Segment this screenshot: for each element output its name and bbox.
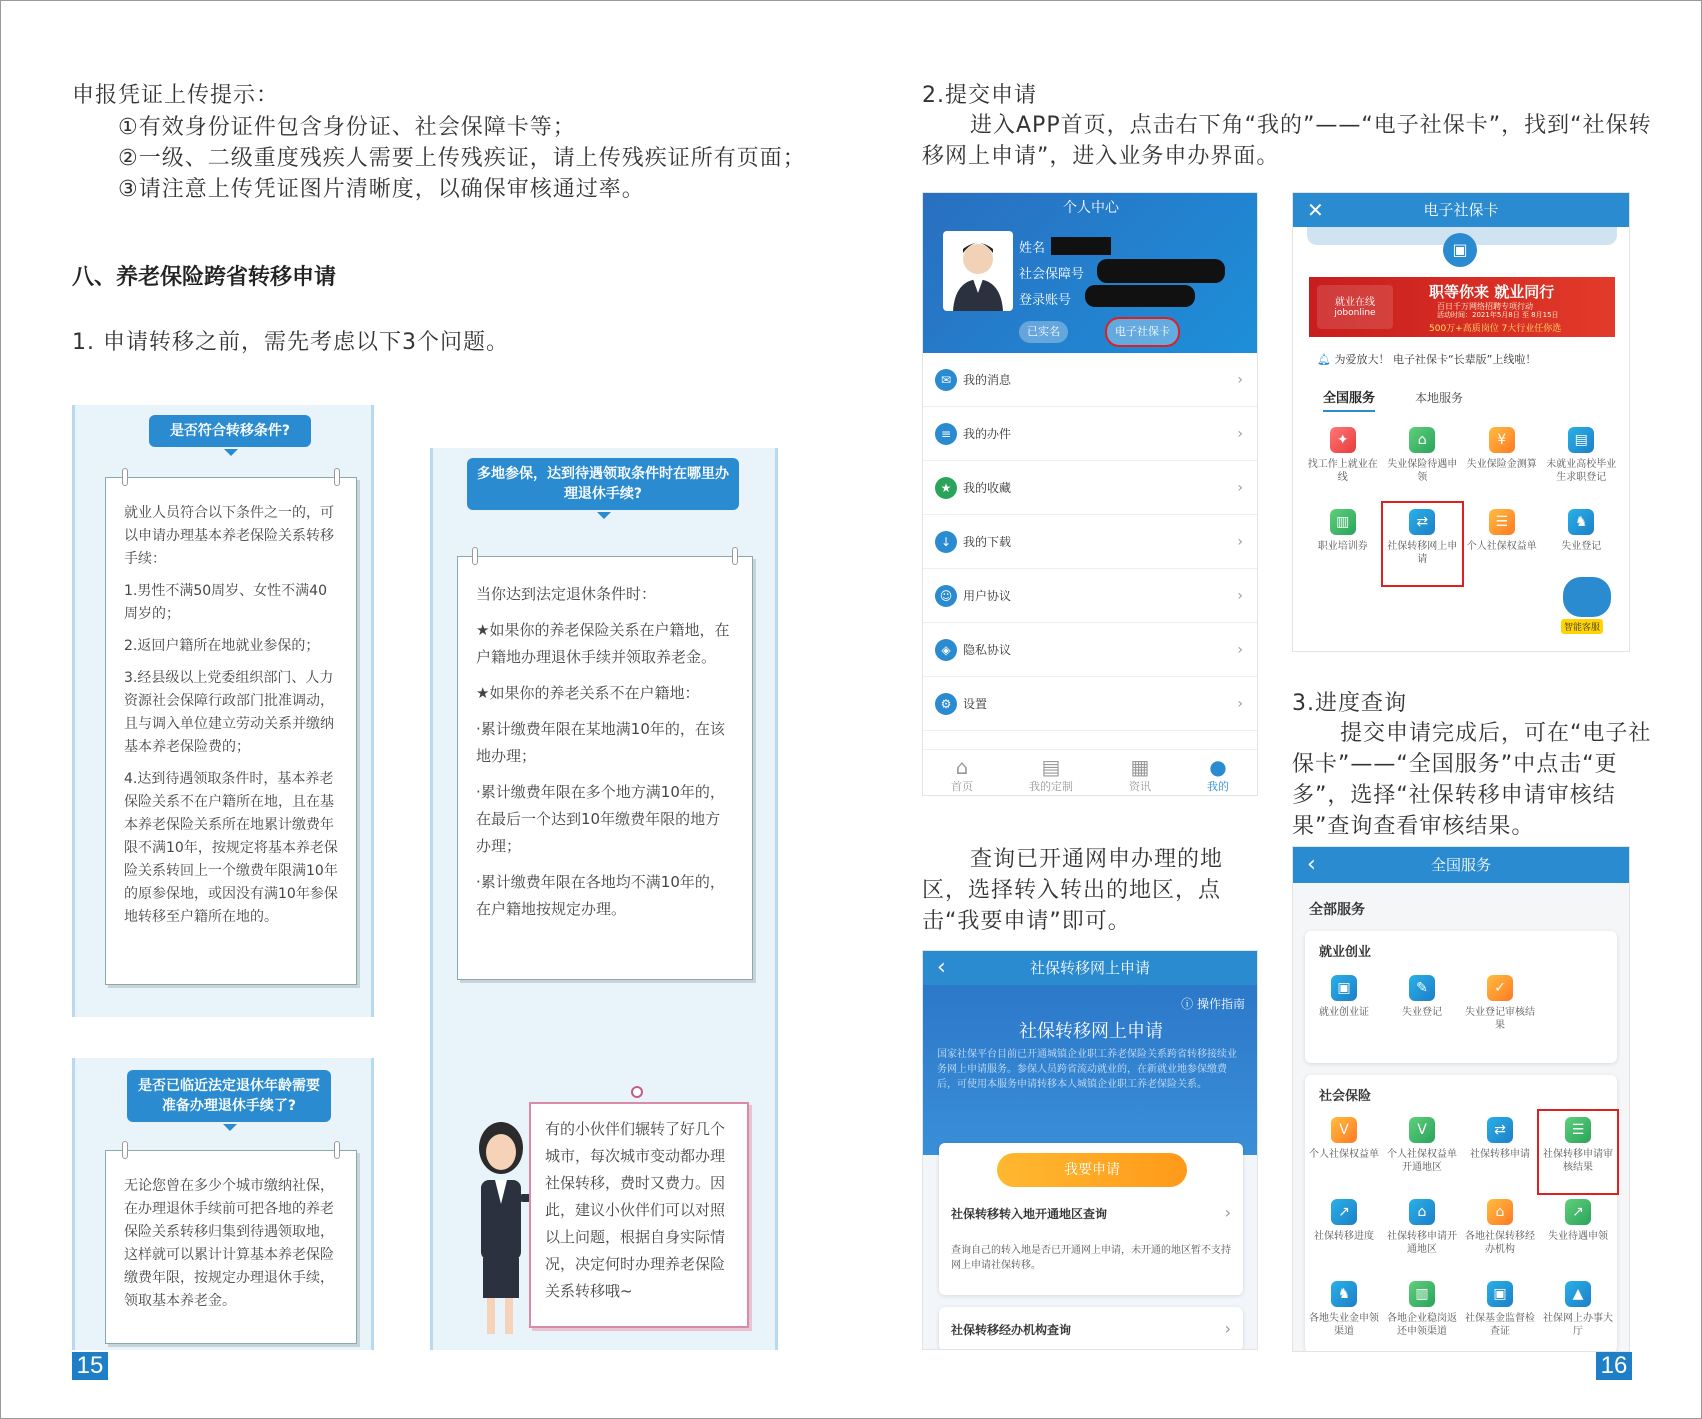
service-rights-regions[interactable]	[1383, 1111, 1461, 1193]
service-unemployment-benefit[interactable]	[1539, 1193, 1617, 1275]
menu-item-tasks[interactable]	[923, 407, 1257, 461]
ecard-screen	[1292, 192, 1630, 652]
menu-label: 我的下载	[963, 535, 1012, 549]
shield-icon: ◈	[935, 639, 957, 661]
progress-icon: ↗	[1331, 1199, 1357, 1225]
q1-para-4: 3.经县级以上党委组织部门、人力资源社会保障行政部门批准调动，且与调入单位建立劳动关系并缴纳基本养老保险费的；	[124, 670, 334, 755]
page-number-right: 16	[1596, 1352, 1632, 1380]
service-label: 找工作上就业在线	[1307, 459, 1378, 483]
q2-para-6: ·累计缴费年限在各地均不满10年的，在户籍地按规定办理。	[476, 873, 725, 918]
pin-icon	[334, 1141, 340, 1159]
step2-body: 进入APP首页，点击右下角“我的”——“电子社保卡”，找到“社保转移网上申请”，进入业务申办界面。	[922, 113, 1652, 169]
certificate-icon: ▣	[1331, 975, 1357, 1001]
service-label: 未就业高校毕业生求职登记	[1546, 459, 1617, 483]
statement-icon: ☰	[1489, 509, 1515, 535]
step3-body: 提交申请完成后，可在“电子社保卡”——“全国服务”中点击“更多”，选择“社保转移申请审核结果”查询查看审核结果。	[1292, 721, 1652, 839]
recruitment-banner[interactable]	[1309, 277, 1615, 337]
message-icon: ✉	[935, 369, 957, 391]
note-card-3	[105, 1150, 357, 1344]
chevron-right-icon: ›	[1237, 425, 1243, 442]
question-panel-3	[72, 1058, 374, 1350]
pin-icon	[732, 547, 738, 565]
group-employment-title: 就业创业	[1319, 945, 1372, 960]
service-find-job[interactable]	[1303, 421, 1383, 503]
service-label: 社保转移申请开通地区	[1387, 1231, 1457, 1255]
hall-icon: ▲	[1565, 1281, 1591, 1307]
ecard-header	[1293, 193, 1629, 227]
ssn-label: 社会保障号	[1019, 267, 1085, 282]
q2-para-3: ★如果你的养老关系不在户籍地：	[476, 684, 700, 702]
robot-label[interactable]: 智能客服	[1561, 619, 1603, 634]
back-icon[interactable]: ‹	[937, 955, 946, 980]
hanger-icon	[631, 1086, 643, 1098]
q2-para-5: ·累计缴费年限在多个地方满10年的，在最后一个达到10年缴费年限的地方办理；	[476, 783, 725, 855]
download-icon: ↓	[935, 531, 957, 553]
guide-label: 操作指南	[1196, 997, 1245, 1011]
service-training-voucher[interactable]	[1303, 503, 1383, 585]
question-bubble-1: 是否符合转移条件?	[149, 415, 311, 447]
service-label: 个人社保权益单	[1466, 541, 1537, 552]
menu-item-privacy[interactable]	[923, 623, 1257, 677]
house-icon: ⌂	[1409, 427, 1435, 453]
transfer-hero	[923, 985, 1257, 1155]
service-label: 职业培训券	[1317, 541, 1368, 552]
upload-tip-1: ①有效身份证件包含身份证、社会保障卡等；	[118, 115, 576, 140]
tab-label: 我的	[1207, 780, 1229, 793]
calculator-icon: ¥	[1489, 427, 1515, 453]
service-label: 社保转移网上申请	[1387, 541, 1458, 565]
chevron-right-icon: ›	[1224, 1203, 1231, 1222]
service-label: 社保转移申请审核结果	[1543, 1149, 1613, 1173]
redaction-bar	[1051, 237, 1111, 255]
result-icon: ✓	[1487, 975, 1513, 1001]
tip-card-text: 有的小伙伴们辗转了好几个城市，每次城市变动都办理社保转移，费时又费力。因此，建议小伙伴们可以对照以上问题，根据自身实际情况，决定何时办理养老保险关系转移哦~	[545, 1120, 726, 1300]
apply-card	[939, 1143, 1243, 1295]
tab-label: 首页	[951, 780, 973, 793]
user-icon: ☺	[935, 585, 957, 607]
menu-label: 我的收藏	[963, 481, 1012, 495]
tab-label: 资讯	[1129, 780, 1151, 793]
person-run-icon: ♞	[1331, 1281, 1357, 1307]
upload-tip-2: ②一级、二级重度残疾人需要上传残疾证，请上传残疾证所有页面；	[118, 146, 806, 171]
jobonline-logo	[1317, 285, 1393, 329]
ecard-title: 电子社保卡	[1423, 201, 1499, 219]
q1-para-3: 2.返回户籍所在地就业参保的；	[124, 638, 320, 654]
service-label: 各地社保转移经办机构	[1465, 1231, 1535, 1255]
q2-para-2: ★如果你的养老保险关系在户籍地，在户籍地办理退休手续并领取养老金。	[476, 621, 730, 666]
chevron-right-icon: ›	[1237, 479, 1243, 496]
sub-title: 1. 申请转移之前，需先考虑以下3个问题。	[72, 330, 509, 355]
service-transfer-progress[interactable]	[1305, 1193, 1383, 1275]
result-doc-icon: ☰	[1565, 1117, 1591, 1143]
question-panel-2	[430, 448, 778, 1350]
service-fund-supervision[interactable]	[1461, 1275, 1539, 1352]
redaction-bar	[1085, 285, 1195, 307]
gear-icon: ⚙	[935, 693, 957, 715]
service-label: 失业登记审核结果	[1465, 1007, 1535, 1031]
transfer-header	[923, 951, 1257, 985]
service-label: 失业登记	[1561, 541, 1602, 552]
service-label: 社保转移进度	[1314, 1231, 1374, 1242]
form-icon: ▤	[1568, 427, 1594, 453]
service-label: 失业登记	[1402, 1007, 1442, 1018]
tab-news[interactable]	[1129, 750, 1151, 796]
transfer-apply-screen	[922, 950, 1258, 1350]
chevron-right-icon: ›	[1224, 1319, 1231, 1338]
region-query-desc: 查询自己的转入地是否已开通网上申请，未开通的地区暂不支持网上申请社保转移。	[951, 1245, 1231, 1271]
agency-query-title: 社保转移经办机构查询	[951, 1323, 1072, 1337]
agency-icon: ⌂	[1487, 1199, 1513, 1225]
step3-title: 3.进度查询	[1292, 691, 1407, 716]
step2-title: 2.提交申请	[922, 83, 1037, 108]
pin-icon	[122, 1141, 128, 1159]
note-card-2	[457, 556, 753, 980]
chart-icon: ↗	[1565, 1199, 1591, 1225]
employment-grid	[1305, 969, 1617, 1051]
task-icon: ≡	[935, 423, 957, 445]
menu-item-settings[interactable]	[923, 677, 1257, 731]
menu-item-downloads[interactable]	[923, 515, 1257, 569]
q1-para-2: 1.男性不满50周岁、女性不满40周岁的；	[124, 583, 327, 622]
section-title: 八、养老保险跨省转移申请	[72, 265, 337, 290]
national-header	[1293, 847, 1629, 883]
all-services-label: 全部服务	[1309, 902, 1365, 918]
service-rights-statement[interactable]	[1305, 1111, 1383, 1193]
service-unemployment-reg[interactable]	[1383, 969, 1461, 1051]
chevron-right-icon: ›	[1237, 695, 1243, 712]
service-graduate-register[interactable]	[1542, 421, 1622, 503]
job-icon: ✦	[1330, 427, 1356, 453]
badge-icon: V	[1331, 1117, 1357, 1143]
agency-query-row[interactable]	[939, 1307, 1243, 1350]
tab-label: 我的定制	[1029, 780, 1073, 793]
query-instruction: 查询已开通网申办理的地区，选择转入转出的地区，点击“我要申请”即可。	[922, 847, 1224, 934]
person-avatar-icon	[943, 231, 1013, 311]
chevron-right-icon: ›	[1237, 533, 1243, 550]
bell-icon: 🔔︎	[1317, 353, 1335, 366]
document-icon: ▤	[1041, 755, 1061, 779]
back-icon[interactable]: ‹	[1307, 852, 1316, 877]
service-transfer-result[interactable]	[1539, 1111, 1617, 1193]
tab-home[interactable]	[951, 750, 973, 796]
transfer-icon: ⇄	[1487, 1117, 1513, 1143]
service-label: 社保网上办事大厅	[1543, 1313, 1613, 1337]
service-label: 各地企业稳岗返还申领渠道	[1387, 1313, 1457, 1337]
service-online-hall[interactable]	[1539, 1275, 1617, 1352]
banner-title: 职等你来 就业同行	[1429, 283, 1555, 301]
service-transfer-apply[interactable]	[1461, 1111, 1539, 1193]
avatar	[943, 231, 1013, 311]
service-rights-statement[interactable]	[1462, 503, 1542, 585]
tab-mine[interactable]	[1207, 750, 1229, 796]
tab-national-services[interactable]: 全国服务	[1323, 387, 1375, 412]
question-panel-1	[72, 405, 374, 1017]
tab-custom[interactable]	[1029, 750, 1073, 796]
transfer-icon: ⇄	[1409, 509, 1435, 535]
banner-line-1: 百日千万网络招聘专项行动	[1437, 302, 1533, 311]
service-label: 个人社保权益单	[1309, 1149, 1379, 1160]
national-title: 全国服务	[1430, 856, 1491, 874]
close-icon[interactable]: ✕	[1307, 198, 1324, 222]
region-query-title[interactable]: 社保转移转入地开通地区查询	[951, 1207, 1108, 1221]
service-employment-cert[interactable]	[1305, 969, 1383, 1051]
national-services-screen	[1292, 846, 1630, 1352]
tab-local-services[interactable]: 本地服务	[1415, 391, 1464, 405]
person-run-icon: ♞	[1568, 509, 1594, 535]
ecard-button[interactable]: 电子社保卡	[1107, 319, 1178, 345]
hero-title: 社保转移网上申请	[1019, 1021, 1163, 1042]
q2-para-1: 当你达到法定退休条件时：	[476, 585, 657, 603]
menu-label: 用户协议	[963, 589, 1012, 603]
chevron-right-icon: ›	[1237, 371, 1243, 388]
register-icon: ✎	[1409, 975, 1435, 1001]
personal-center-title: 个人中心	[1063, 200, 1119, 216]
service-label: 就业创业证	[1319, 1007, 1369, 1018]
service-label: 失业保险金测算	[1466, 459, 1537, 470]
menu-item-favorites[interactable]	[923, 461, 1257, 515]
service-unemployment-register[interactable]	[1542, 503, 1622, 585]
service-unemployment-result[interactable]	[1461, 969, 1539, 1051]
home-icon: ⌂	[955, 755, 969, 779]
q1-para-1: 就业人员符合以下条件之一的，可以申请办理基本养老保险关系转移手续：	[124, 505, 334, 567]
apply-button[interactable]: 我要申请	[997, 1153, 1187, 1187]
person-icon: ●	[1209, 755, 1227, 779]
service-label: 社保转移申请	[1470, 1149, 1530, 1160]
id-card-icon: ▣	[1487, 1281, 1513, 1307]
pin-icon	[122, 468, 128, 486]
service-stable-job-refund[interactable]	[1383, 1275, 1461, 1352]
service-unemployment-claim[interactable]	[1383, 421, 1463, 503]
logo-text-en: jobonline	[1334, 308, 1376, 318]
service-label: 个人社保权益单开通地区	[1387, 1149, 1457, 1173]
group-employment	[1305, 931, 1617, 1063]
upload-tips-title: 申报凭证上传提示：	[72, 83, 280, 108]
personal-center-header	[923, 193, 1257, 353]
woman-illustration-icon	[459, 1108, 539, 1348]
upload-tip-3: ③请注意上传凭证图片清晰度，以确保审核通过率。	[118, 177, 645, 202]
q3-para-1: 无论您曾在多少个城市缴纳社保，在办理退休手续前可把各地的养老保险关系转移归集到待遇领取地，这样就可以累计计算基本养老保险缴费年限，按规定办理退休手续，领取基本养老金。	[124, 1178, 334, 1309]
q1-para-5: 4.达到待遇领取条件时，基本养老保险关系不在户籍所在地，且在基本养老保险关系所在地累计缴费年限不满10年，按规定将基本养老保险关系转回上一个缴费年限满10年的原参保地，或因没有满10年参保地转移至户籍所在地的。	[124, 771, 338, 925]
account-label: 登录账号	[1019, 293, 1072, 308]
service-transfer-apply[interactable]	[1383, 503, 1463, 585]
insurance-grid	[1305, 1111, 1617, 1352]
service-unemployment-calc[interactable]	[1462, 421, 1542, 503]
pin-icon	[334, 468, 340, 486]
notice-label: 为爱放大！ 电子社保卡“长辈版”上线啦！	[1334, 353, 1537, 366]
service-label: 各地失业金申领渠道	[1309, 1313, 1379, 1337]
chevron-right-icon: ›	[1237, 641, 1243, 658]
menu-item-messages[interactable]	[923, 353, 1257, 407]
redaction-bar	[1097, 259, 1225, 283]
service-label: 失业保险待遇申领	[1387, 459, 1458, 483]
verified-button[interactable]: 已实名	[1019, 321, 1068, 343]
menu-label: 隐私协议	[963, 643, 1012, 657]
menu-label: 我的办件	[963, 427, 1012, 441]
notice-text	[1317, 351, 1536, 367]
pin-icon	[472, 547, 478, 565]
q2-para-4: ·累计缴费年限在某地满10年的，在该地办理；	[476, 720, 725, 765]
robot-assistant-icon[interactable]	[1563, 577, 1611, 617]
question-icon: ⓘ	[1181, 997, 1197, 1011]
hero-description: 国家社保平台目前已开通城镇企业职工养老保险关系跨省转移接续业务网上申请服务。参保人员跨省流动就业的，在新就业地参保缴费后，可使用本服务申请转移本人城镇企业职工养老保险关系。	[937, 1049, 1237, 1090]
service-label: 失业待遇申领	[1548, 1231, 1608, 1242]
tip-card	[529, 1102, 749, 1328]
personal-center-screen	[922, 192, 1258, 796]
service-transfer-regions[interactable]	[1383, 1193, 1461, 1275]
ticket-icon: ▥	[1330, 509, 1356, 535]
note-card-1	[105, 477, 357, 985]
building-icon: ⌂	[1409, 1199, 1435, 1225]
banner-line-3: 500万+高质岗位 7大行业任你选	[1429, 324, 1562, 334]
logo-text: 就业在线	[1335, 297, 1375, 308]
group-insurance-title: 社会保险	[1319, 1089, 1372, 1104]
menu-list	[923, 353, 1257, 731]
question-bubble-3: 是否已临近法定退休年龄需要准备办理退休手续了?	[127, 1070, 331, 1122]
service-transfer-agencies[interactable]	[1461, 1193, 1539, 1275]
page-number-left: 15	[72, 1352, 108, 1380]
service-unemployment-channels[interactable]	[1305, 1275, 1383, 1352]
banner-line-2: 活动时间：2021年5月8日 至 8月15日	[1437, 311, 1559, 319]
menu-label: 设置	[963, 697, 988, 711]
service-grid	[1303, 421, 1621, 585]
service-label: 社保基金监督检查证	[1465, 1313, 1535, 1337]
chevron-right-icon: ›	[1237, 587, 1243, 604]
qrcode-icon[interactable]: ▣	[1443, 233, 1477, 267]
news-icon: ▦	[1130, 755, 1150, 779]
transfer-title: 社保转移网上申请	[1029, 959, 1150, 977]
menu-label: 我的消息	[963, 373, 1012, 387]
group-social-insurance	[1305, 1075, 1617, 1352]
operation-guide-link[interactable]	[1181, 995, 1245, 1012]
bottom-tab-bar	[923, 749, 1257, 796]
factory-icon: ▥	[1409, 1281, 1435, 1307]
question-bubble-2: 多地参保，达到待遇领取条件时在哪里办理退休手续?	[467, 458, 739, 510]
name-label: 姓名	[1019, 241, 1046, 256]
star-icon: ★	[935, 477, 957, 499]
shield-icon: V	[1409, 1117, 1435, 1143]
menu-item-user-agreement[interactable]	[923, 569, 1257, 623]
